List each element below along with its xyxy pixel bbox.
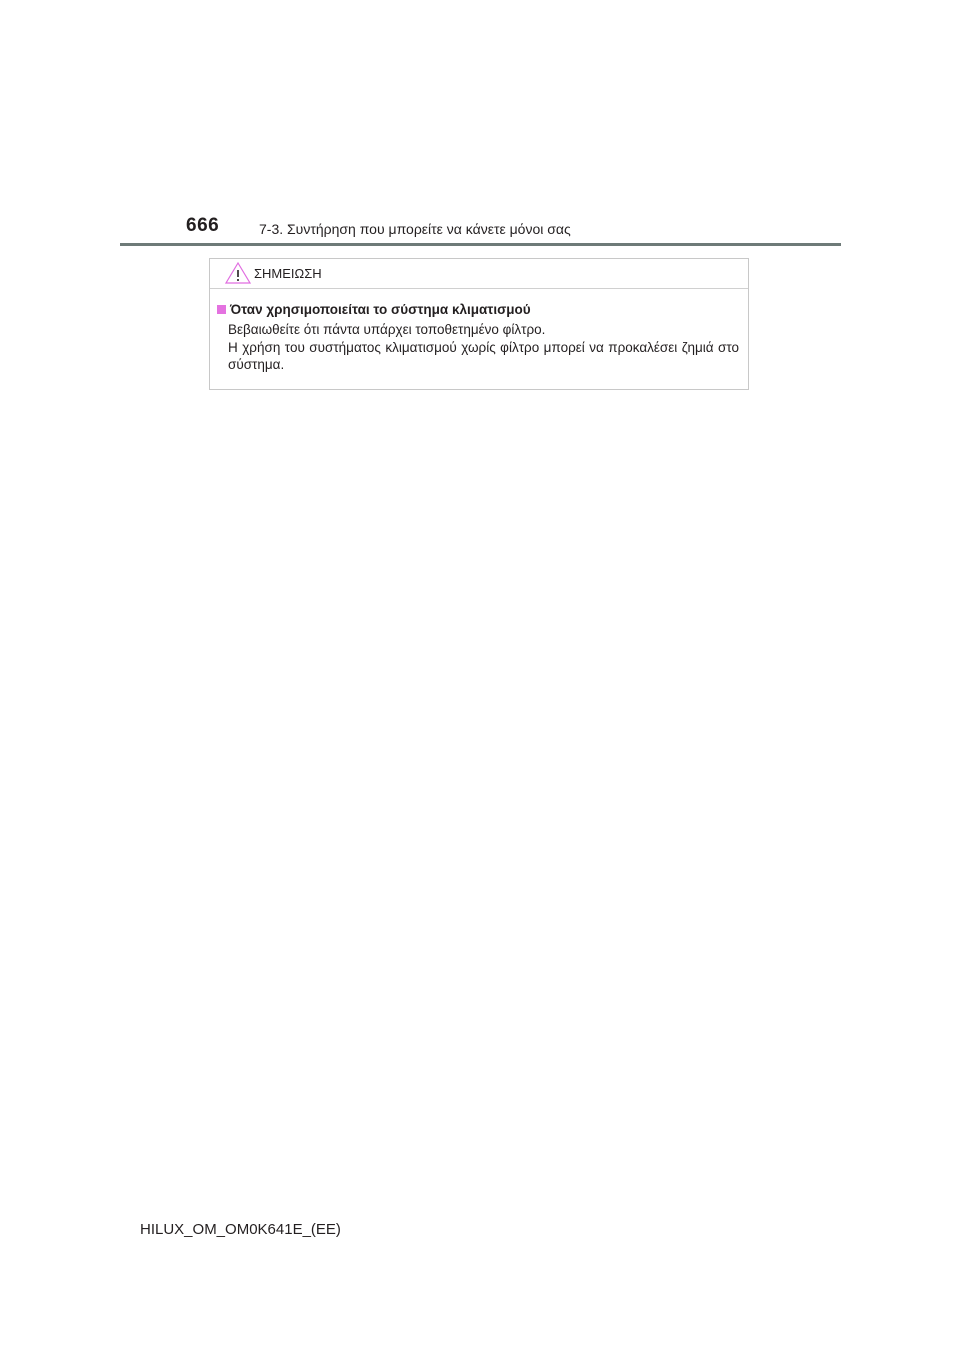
- section-title: 7-3. Συντήρηση που μπορείτε να κάνετε μόνοι σας: [259, 221, 571, 237]
- notice-paragraph: [228, 321, 739, 374]
- notice-line-1: Βεβαιωθείτε ότι πάντα υπάρχει τοποθετημένο φίλτρο.: [228, 322, 546, 337]
- notice-heading-text: Όταν χρησιμοποιείται το σύστημα κλιματισμού: [230, 302, 531, 317]
- notice-body: [210, 289, 748, 374]
- notice-line-2: Η χρήση του συστήματος κλιματισμού χωρίς φίλτρο μπορεί να προκαλέσει ζημιά στο σύστημα.: [228, 339, 739, 372]
- notice-header: [210, 259, 748, 289]
- warning-triangle-icon: [225, 261, 251, 285]
- bullet-square-icon: [217, 305, 226, 314]
- page-number: 666: [186, 215, 220, 236]
- notice-heading: [217, 301, 739, 319]
- header-divider: [120, 243, 841, 246]
- notice-box: [209, 258, 749, 390]
- document-code: HILUX_OM_OM0K641E_(EE): [140, 1221, 341, 1238]
- notice-label: ΣΗΜΕΙΩΣΗ: [254, 266, 322, 281]
